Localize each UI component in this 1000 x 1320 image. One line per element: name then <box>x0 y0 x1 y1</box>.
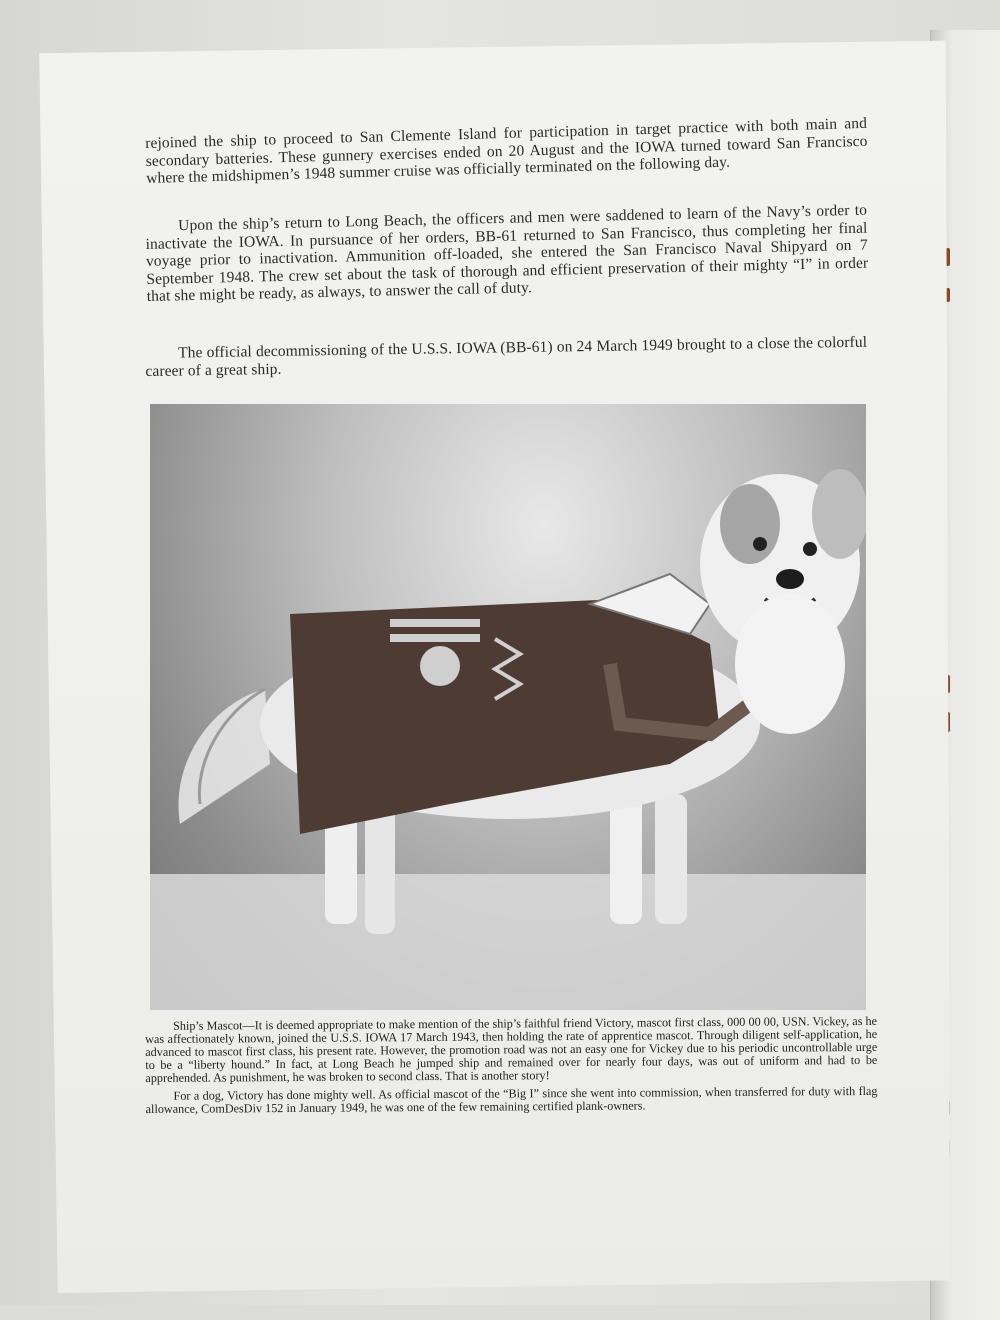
staple-mark <box>946 248 950 266</box>
paragraph-text: Upon the ship’s return to Long Beach, the officers and men were saddened to learn of the Navy’s order to inactivate the IOWA. In pursuance of her orders, BB-61 returned to San Francisco, thus completing her final voyage prior to inactivation. Ammunition off-loaded, she entered the San Francisco Naval Shipyard on 7 September 1948. The crew set about the task of thorough and efficient preservation of their mighty “I” in order that she might be ready, as always, to answer the call of duty. <box>145 201 869 305</box>
dog-illustration <box>150 404 866 1010</box>
photo-caption <box>145 1015 878 1121</box>
caption-paragraph: Ship’s Mascot—It is deemed appropriate to make mention of the ship’s faithful friend Victory, mascot first class, 000 00 00, USN. Vickey, as he was affectionately known, joined the U.S.S. IOWA 17 March 1943, then holding the rate of apprentice mascot. Through diligent self-application, he advanced to mascot first class, his present rate. However, the promotion road was not an easy one for Vickey due to his periodic uncontrollable urge to be a “liberty hound.” In fact, at Long Beach he jumped ship and remained over for nearly four days, was out of uniform and had to be apprehended. As punishment, he was broken to second class. That is another story! <box>145 1013 878 1085</box>
caption-paragraph: For a dog, Victory has done mighty well. As official mascot of the “Big I” since she went into commission, when transferred for duty with flag allowance, ComDesDiv 152 in January 1949, he was one of the few remaining certified plank-owners. <box>145 1083 878 1116</box>
paragraph-text: rejoined the ship to proceed to San Clemente Island for participation in target practice with both main and secondary batteries. These gunnery exercises ended on 20 August and the IOWA turned toward San Francisco where the midshipmen’s 1948 summer cruise was officially terminated on the following day. <box>145 114 868 187</box>
paragraph-text: The official decommissioning of the U.S.S. IOWA (BB-61) on 24 March 1949 brought to a close the colorful career of a great ship. <box>145 333 868 380</box>
dog-mascot-photo <box>150 404 866 1010</box>
paragraph-2 <box>145 202 869 316</box>
